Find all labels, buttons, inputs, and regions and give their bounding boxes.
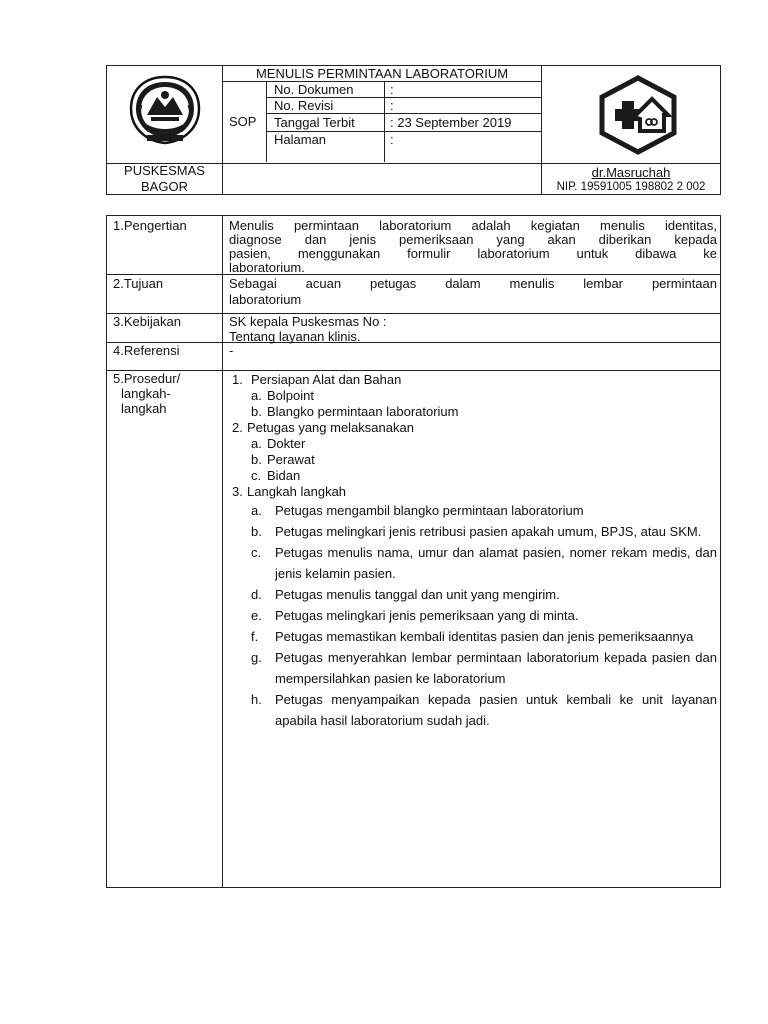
sop-header-table [106,65,721,195]
referensi-value: - [229,343,234,358]
section-label-prosedur-1: 5.Prosedur/ [113,371,181,386]
pengertian-line-3: pasien, menggunakan formulir laboratorium untuk dibawa ke [229,246,717,261]
signatory-name: dr.Masruchah [591,165,671,180]
org-name-line1: PUSKESMAS [124,163,205,178]
field-value-halaman: : [390,132,394,147]
pengertian-line-1: Menulis permintaan laboratorium adalah kegiatan menulis identitas, [229,218,717,233]
prosedur-steps-list [229,500,717,731]
list-item: c. Petugas menulis nama, umur dan alamat pasien, nomer rekam medis, dan jenis kelamin pasien. [251,545,717,581]
field-label-tanggal-terbit: Tanggal Terbit [274,115,355,130]
list-item: 2. Petugas yang melaksanakan [232,420,414,435]
sop-content-table [106,215,721,888]
sop-label: SOP [229,114,257,129]
list-item: a. Dokter [251,436,306,451]
list-item: a. Bolpoint [251,388,314,403]
pengertian-line-4: laboratorium. [229,260,305,275]
list-item: d. Petugas menulis tanggal dan unit yang mengirim. [251,587,560,602]
tujuan-line-1: Sebagai acuan petugas dalam menulis lembar permintaan [229,276,717,291]
prosedur-preparation-list [229,372,717,500]
list-item: b. Perawat [251,452,315,467]
field-value-no-dokumen: : [390,82,394,97]
section-label-referensi: 4.Referensi [113,343,180,358]
list-item: h. Petugas menyampaikan kepada pasien untuk kembali ke unit layanan apabila hasil laboratorium sudah jadi. [251,692,717,728]
list-item: 3. Langkah langkah [232,484,347,499]
field-value-tanggal-terbit: : 23 September 2019 [390,115,512,130]
field-value-no-revisi: : [390,98,394,113]
list-item: b. Petugas melingkari jenis retribusi pasien apakah umum, BPJS, atau SKM. [251,524,702,539]
list-item: b. Blangko permintaan laboratorium [251,404,459,419]
signatory-nip: NIP. 19591005 198802 2 002 [556,181,706,193]
kebijakan-line-1: SK kepala Puskesmas No : [229,314,387,329]
list-item: f. Petugas memastikan kembali identitas pasien dan jenis pemeriksaannya [251,629,694,644]
document-title: MENULIS PERMINTAAN LABORATORIUM [255,66,509,81]
field-label-no-revisi: No. Revisi [274,98,334,113]
list-item: a. Petugas mengambil blangko permintaan laboratorium [251,503,584,518]
kebijakan-line-2: Tentang layanan klinis. [229,329,361,344]
list-item: 1. Persiapan Alat dan Bahan [232,372,402,387]
list-item: c. Bidan [251,468,301,483]
org-name-line2: BAGOR [141,179,188,194]
field-label-no-dokumen: No. Dokumen [274,82,354,97]
regency-emblem-icon [127,75,203,145]
puskesmas-logo-icon [596,75,680,155]
section-label-kebijakan: 3.Kebijakan [113,314,181,329]
list-item: g. Petugas menyerahkan lembar permintaan laboratorium kepada pasien dan mempersilahkan pasien ke laboratorium [251,650,717,686]
section-label-tujuan: 2.Tujuan [113,276,164,291]
field-label-halaman: Halaman [274,132,327,147]
section-label-pengertian: 1.Pengertian [113,218,187,233]
section-label-prosedur-2: langkah- [121,386,171,401]
tujuan-line-2: laboratorium [229,292,302,307]
pengertian-line-2: diagnose dan jenis pemeriksaan yang akan diberikan kepada [229,232,717,247]
section-label-prosedur-3: langkah [121,401,167,416]
list-item: e. Petugas melingkari jenis pemeriksaan yang di minta. [251,608,579,623]
